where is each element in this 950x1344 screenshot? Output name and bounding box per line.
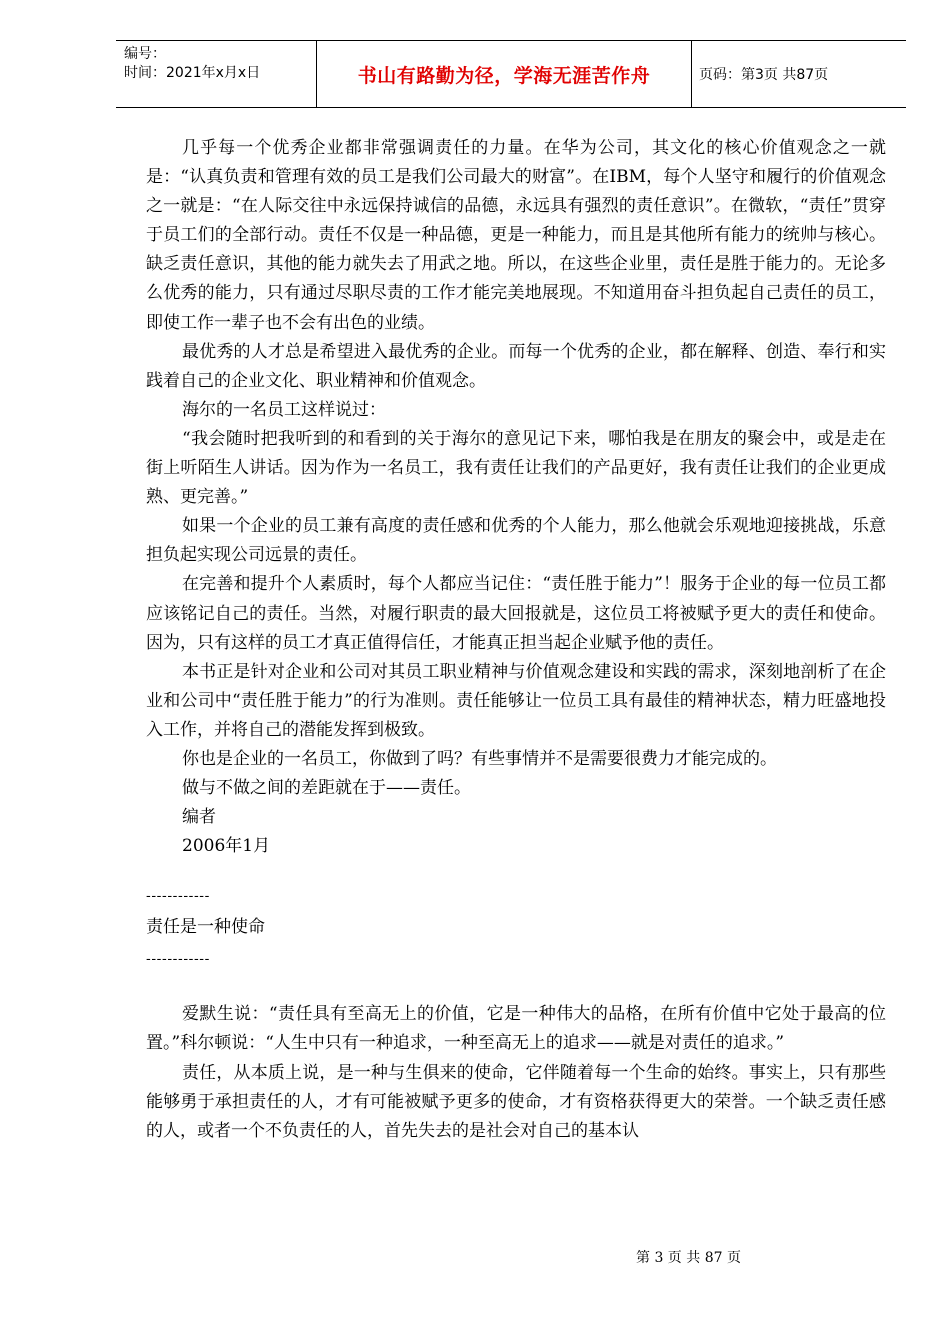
paragraph: 在完善和提升个人素质时，每个人都应当记住：“责任胜于能力”！服务于企业的每一位员工都应该铭记自己的责任。当然，对履行职责的最大回报就是，这位员工将被赋予更大的责任和使命。因为，只有这样的员工才真正值得信任，才能真正担当起企业赋予他的责任。 <box>146 574 886 653</box>
page-info: 页码：第3页 共87页 <box>699 67 829 83</box>
motto-text: 书山有路勤为径，学海无涯苦作舟 <box>357 64 651 87</box>
paragraph: 最优秀的人才总是希望进入最优秀的企业。而每一个优秀的企业，都在解释、创造、奉行和实践着自己的企业文化、职业精神和价值观念。 <box>146 341 886 391</box>
paragraph: 如果一个企业的员工兼有高度的责任感和优秀的个人能力，那么他就会乐观地迎接挑战，乐意担负起实现公司远景的责任。 <box>146 516 886 566</box>
document-body <box>146 134 886 1146</box>
page-header <box>116 40 906 108</box>
number-label: 编号： <box>124 46 166 62</box>
paragraph: 海尔的一名员工这样说过： <box>182 399 386 420</box>
separator-rule: ------------ <box>146 951 210 968</box>
paragraph: 你也是企业的一名员工，你做到了吗？有些事情并不是需要很费力才能完成的。 <box>182 748 777 769</box>
header-motto-cell <box>316 41 692 107</box>
time-label: 时间：2021年x月x日 <box>124 65 261 81</box>
paragraph: 几乎每一个优秀企业都非常强调责任的力量。在华为公司，其文化的核心价值观念之一就是：“认真负责和管理有效的员工是我们公司最大的财富”。在IBM，每个人坚守和履行的价值观念之一就是：“在人际交往中永远保持诚信的品德，永远具有强烈的责任意识”。在微软，“责任”贯穿于员工们的全部行动。责任不仅是一种品德，更是一种能力，而且是其他所有能力的统帅与核心。缺乏责任意识，其他的能力就失去了用武之地。所以，在这些企业里，责任是胜于能力的。无论多么优秀的能力，只有通过尽职尽责的工作才能完美地展现。不知道用奋斗担负起自己责任的员工，即使工作一辈子也不会有出色的业绩。 <box>146 138 886 333</box>
header-page-cell <box>691 41 906 107</box>
quote-paragraph: “我会随时把我听到的和看到的关于海尔的意见记下来，哪怕我是在朋友的聚会中，或是走在街上听陌生人讲话。因为作为一名员工，我有责任让我们的产品更好，我有责任让我们的企业更成熟、更完善。” <box>146 428 886 508</box>
header-meta-cell <box>116 41 316 107</box>
section-title: 责任是一种使命 <box>146 917 265 938</box>
date-line: 2006年1月 <box>182 836 271 857</box>
paragraph: 爱默生说：“责任具有至高无上的价值，它是一种伟大的品格，在所有价值中它处于最高的位置。”科尔顿说：“人生中只有一种追求，一种至高无上的追求——就是对责任的追求。” <box>146 1004 886 1054</box>
paragraph: 责任，从本质上说，是一种与生俱来的使命，它伴随着每一个生命的始终。事实上，只有那些能够勇于承担责任的人，才有可能被赋予更多的使命，才有资格获得更大的荣誉。一个缺乏责任感的人，或者一个不负责任的人，首先失去的是社会对自己的基本认 <box>146 1062 886 1141</box>
separator-rule: ------------ <box>146 888 210 905</box>
paragraph: 做与不做之间的差距就在于——责任。 <box>182 778 471 799</box>
paragraph: 本书正是针对企业和公司对其员工职业精神与价值观念建设和实践的需求，深刻地剖析了在企业和公司中“责任胜于能力”的行为准则。责任能够让一位员工具有最佳的精神状态，精力旺盛地投入工作，并将自己的潜能发挥到极致。 <box>146 661 886 740</box>
editor-signature: 编者 <box>182 807 216 828</box>
page-footer: 第 3 页 共 87 页 <box>636 1250 741 1266</box>
